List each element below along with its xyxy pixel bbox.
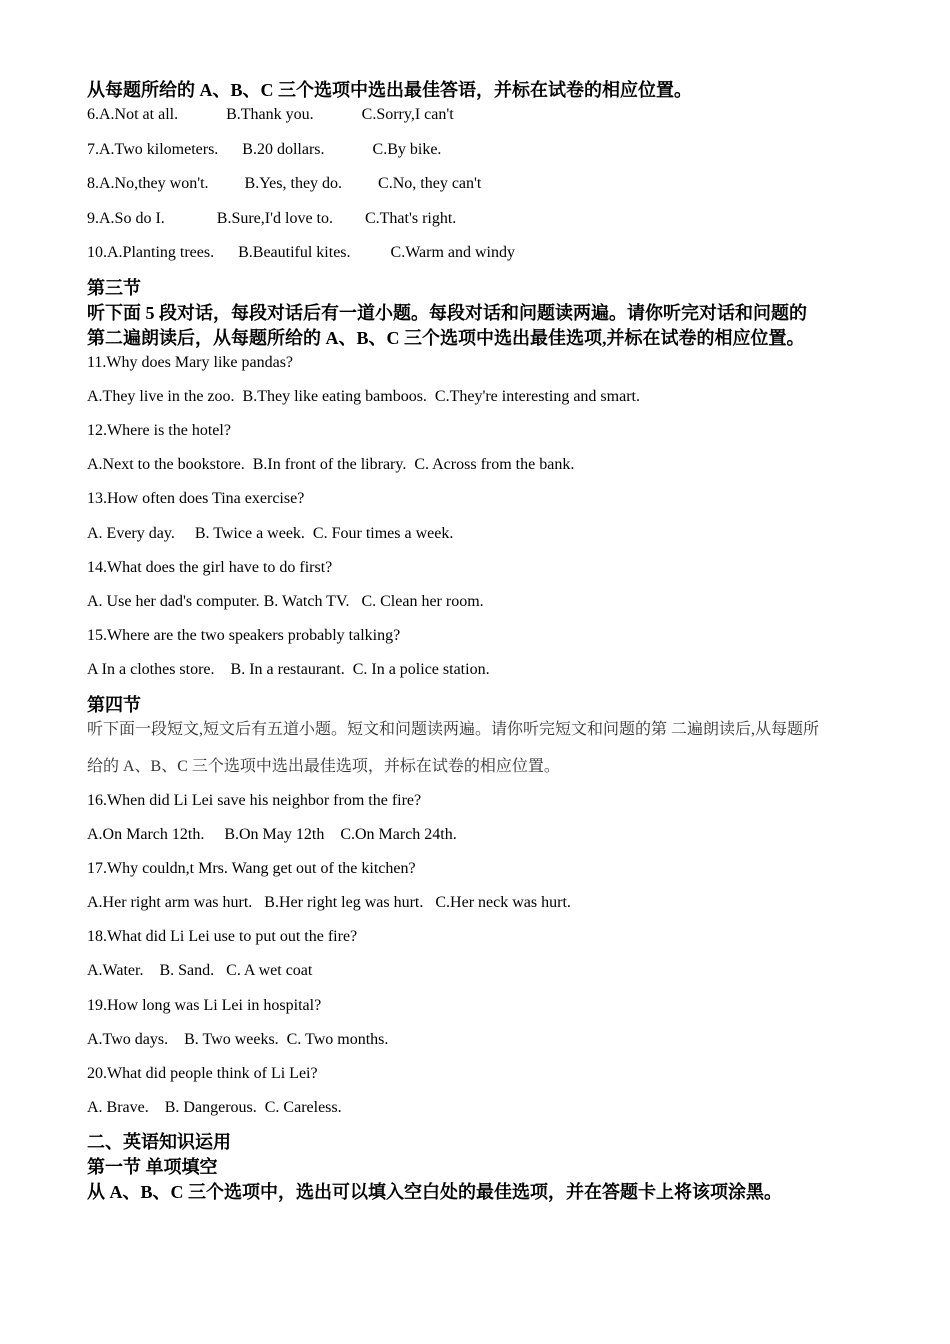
question-20-options: A. Brave. B. Dangerous. C. Careless.	[87, 1099, 342, 1116]
question-12-options: A.Next to the bookstore. B.In front of the library. C. Across from the bank.	[87, 456, 575, 473]
part-2-title: 二、英语知识运用	[87, 1132, 231, 1152]
question-15: 15.Where are the two speakers probably talking?	[87, 627, 401, 644]
question-10: 10.A.Planting trees. B.Beautiful kites. C.Warm and windy	[87, 244, 515, 261]
section-3-title: 第三节	[87, 278, 141, 298]
question-14: 14.What does the girl have to do first?	[87, 559, 333, 576]
question-16: 16.When did Li Lei save his neighbor from the fire?	[87, 792, 422, 809]
question-17-options: A.Her right arm was hurt. B.Her right leg was hurt. C.Her neck was hurt.	[87, 894, 571, 911]
section-4-instruction-line-1: 听下面一段短文,短文后有五道小题。短文和问题读两遍。请你听完短文和问题的第 二遍朗读后,从每题所	[87, 721, 820, 738]
part-2-section-1-title: 第一节 单项填空	[87, 1157, 218, 1177]
question-11-options: A.They live in the zoo. B.They like eating bamboos. C.They're interesting and smart.	[87, 388, 640, 405]
question-19-options: A.Two days. B. Two weeks. C. Two months.	[87, 1031, 389, 1048]
question-8: 8.A.No,they won't. B.Yes, they do. C.No, they can't	[87, 175, 482, 192]
part-2-section-1-instruction: 从 A、B、C 三个选项中，选出可以填入空白处的最佳选项，并在答题卡上将该项涂黑。	[87, 1182, 783, 1202]
question-11: 11.Why does Mary like pandas?	[87, 354, 294, 371]
question-7: 7.A.Two kilometers. B.20 dollars. C.By bike.	[87, 141, 442, 158]
question-12: 12.Where is the hotel?	[87, 422, 231, 439]
question-15-options: A In a clothes store. B. In a restaurant. C. In a police station.	[87, 661, 490, 678]
question-6: 6.A.Not at all. B.Thank you. C.Sorry,I can't	[87, 106, 454, 123]
question-18-options: A.Water. B. Sand. C. A wet coat	[87, 962, 313, 979]
section-4-instruction-line-2: 给的 A、B、C 三个选项中选出最佳选项，并标在试卷的相应位置。	[87, 758, 560, 775]
question-13-options: A. Every day. B. Twice a week. C. Four times a week.	[87, 525, 454, 542]
question-18: 18.What did Li Lei use to put out the fire?	[87, 928, 358, 945]
question-20: 20.What did people think of Li Lei?	[87, 1065, 318, 1082]
question-17: 17.Why couldn,t Mrs. Wang get out of the kitchen?	[87, 860, 416, 877]
section-3-instruction-line-1: 听下面 5 段对话，每段对话后有一道小题。每段对话和问题读两遍。请你听完对话和问题的	[87, 303, 807, 323]
question-13: 13.How often does Tina exercise?	[87, 490, 305, 507]
section-4-title: 第四节	[87, 695, 141, 715]
question-16-options: A.On March 12th. B.On May 12th C.On March 24th.	[87, 826, 457, 843]
question-19: 19.How long was Li Lei in hospital?	[87, 997, 322, 1014]
section-3-instruction-line-2: 第二遍朗读后，从每题所给的 A、B、C 三个选项中选出最佳选项,并标在试卷的相应位置。	[87, 328, 805, 348]
question-14-options: A. Use her dad's computer. B. Watch TV. C. Clean her room.	[87, 593, 484, 610]
instruction-heading: 从每题所给的 A、B、C 三个选项中选出最佳答语，并标在试卷的相应位置。	[87, 80, 693, 100]
question-9: 9.A.So do I. B.Sure,I'd love to. C.That's right.	[87, 210, 457, 227]
